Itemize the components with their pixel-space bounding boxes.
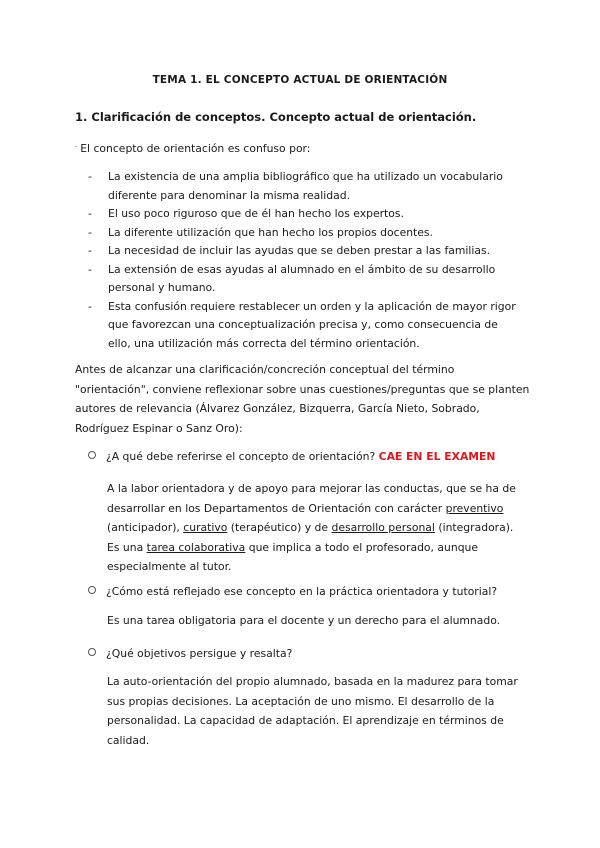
question-1: ¿A qué debe referirse el concepto de orientación? CAE EN EL EXAMEN: [88, 447, 495, 466]
answer-3: La auto-orientación del propio alumnado, basada en la madurez para tomar sus propias decisiones. La aceptación de uno mismo. El desarrollo de la personalidad. La capacidad de adaptación. El aprendizaje en términos de calidad.: [107, 675, 518, 747]
intro-text: [75, 138, 310, 158]
document-title: TEMA 1. EL CONCEPTO ACTUAL DE ORIENTACIÓN: [152, 74, 448, 86]
circle-bullet-icon: [88, 451, 96, 459]
question-2: ¿Cómo está reflejado ese concepto en la práctica orientadora y tutorial?: [88, 582, 497, 601]
dash-mark: -: [88, 225, 92, 239]
list-item: - La existencia de una amplia bibliográfico que ha utilizado un vocabulario diferente para denominar la misma realidad.: [88, 170, 503, 202]
circle-bullet-icon: [88, 586, 96, 594]
exam-highlight: CAE EN EL EXAMEN: [378, 450, 496, 463]
section-heading: 1. Clarificación de conceptos. Concepto actual de orientación.: [75, 110, 477, 124]
list-item: - La extensión de esas ayudas al alumnado en el ámbito de su desarrollo personal y humano.: [88, 262, 496, 294]
answer-2: Es una tarea obligatoria para el docente y un derecho para el alumnado.: [107, 614, 501, 627]
dash-list: [88, 168, 516, 353]
list-item: - El uso poco riguroso que de él han hecho los expertos.: [88, 205, 516, 224]
dash-mark: -: [88, 299, 92, 313]
intro-line: El concepto de orientación es confuso por:: [80, 142, 311, 155]
question-3: ¿Qué objetivos persigue y resalta?: [88, 644, 292, 663]
dash-mark: -: [88, 262, 92, 276]
list-item: - La diferente utilización que han hecho los propios docentes.: [88, 224, 516, 243]
list-item: - Esta confusión requiere restablecer un orden y la aplicación de mayor rigor que favorezcan una conceptualización precisa y, como consecuencia de ello, una utilización más correcta del término orientación.: [88, 299, 516, 350]
answer-1: A la labor orientadora y de apoyo para mejorar las conductas, que se ha de desarrollar en los Departamentos de Orientación con carácter preventivo (anticipador), curativo (terapéutico) y de desarrollo personal (integradora). Es una tarea colaborativa que implica a todo el profesorado, aunque especialmente al tutor.: [107, 482, 516, 573]
list-item: - La necesidad de incluir las ayudas que se deben prestar a las familias.: [88, 242, 516, 261]
dash-mark: -: [88, 207, 92, 220]
dash-mark: -: [88, 170, 92, 183]
intro-mark: ·: [75, 143, 78, 151]
context-paragraph: Antes de alcanzar una clarificación/concreción conceptual del término "orientación", conviene reflexionar sobre unas cuestiones/preguntas que se planten autores de relevancia (Álvarez González, Bizquerra, García Nieto, Sobrado, Rodríguez Espinar o Sanz Oro):: [75, 363, 530, 435]
dash-mark: -: [88, 244, 92, 257]
circle-bullet-icon: [88, 648, 96, 656]
